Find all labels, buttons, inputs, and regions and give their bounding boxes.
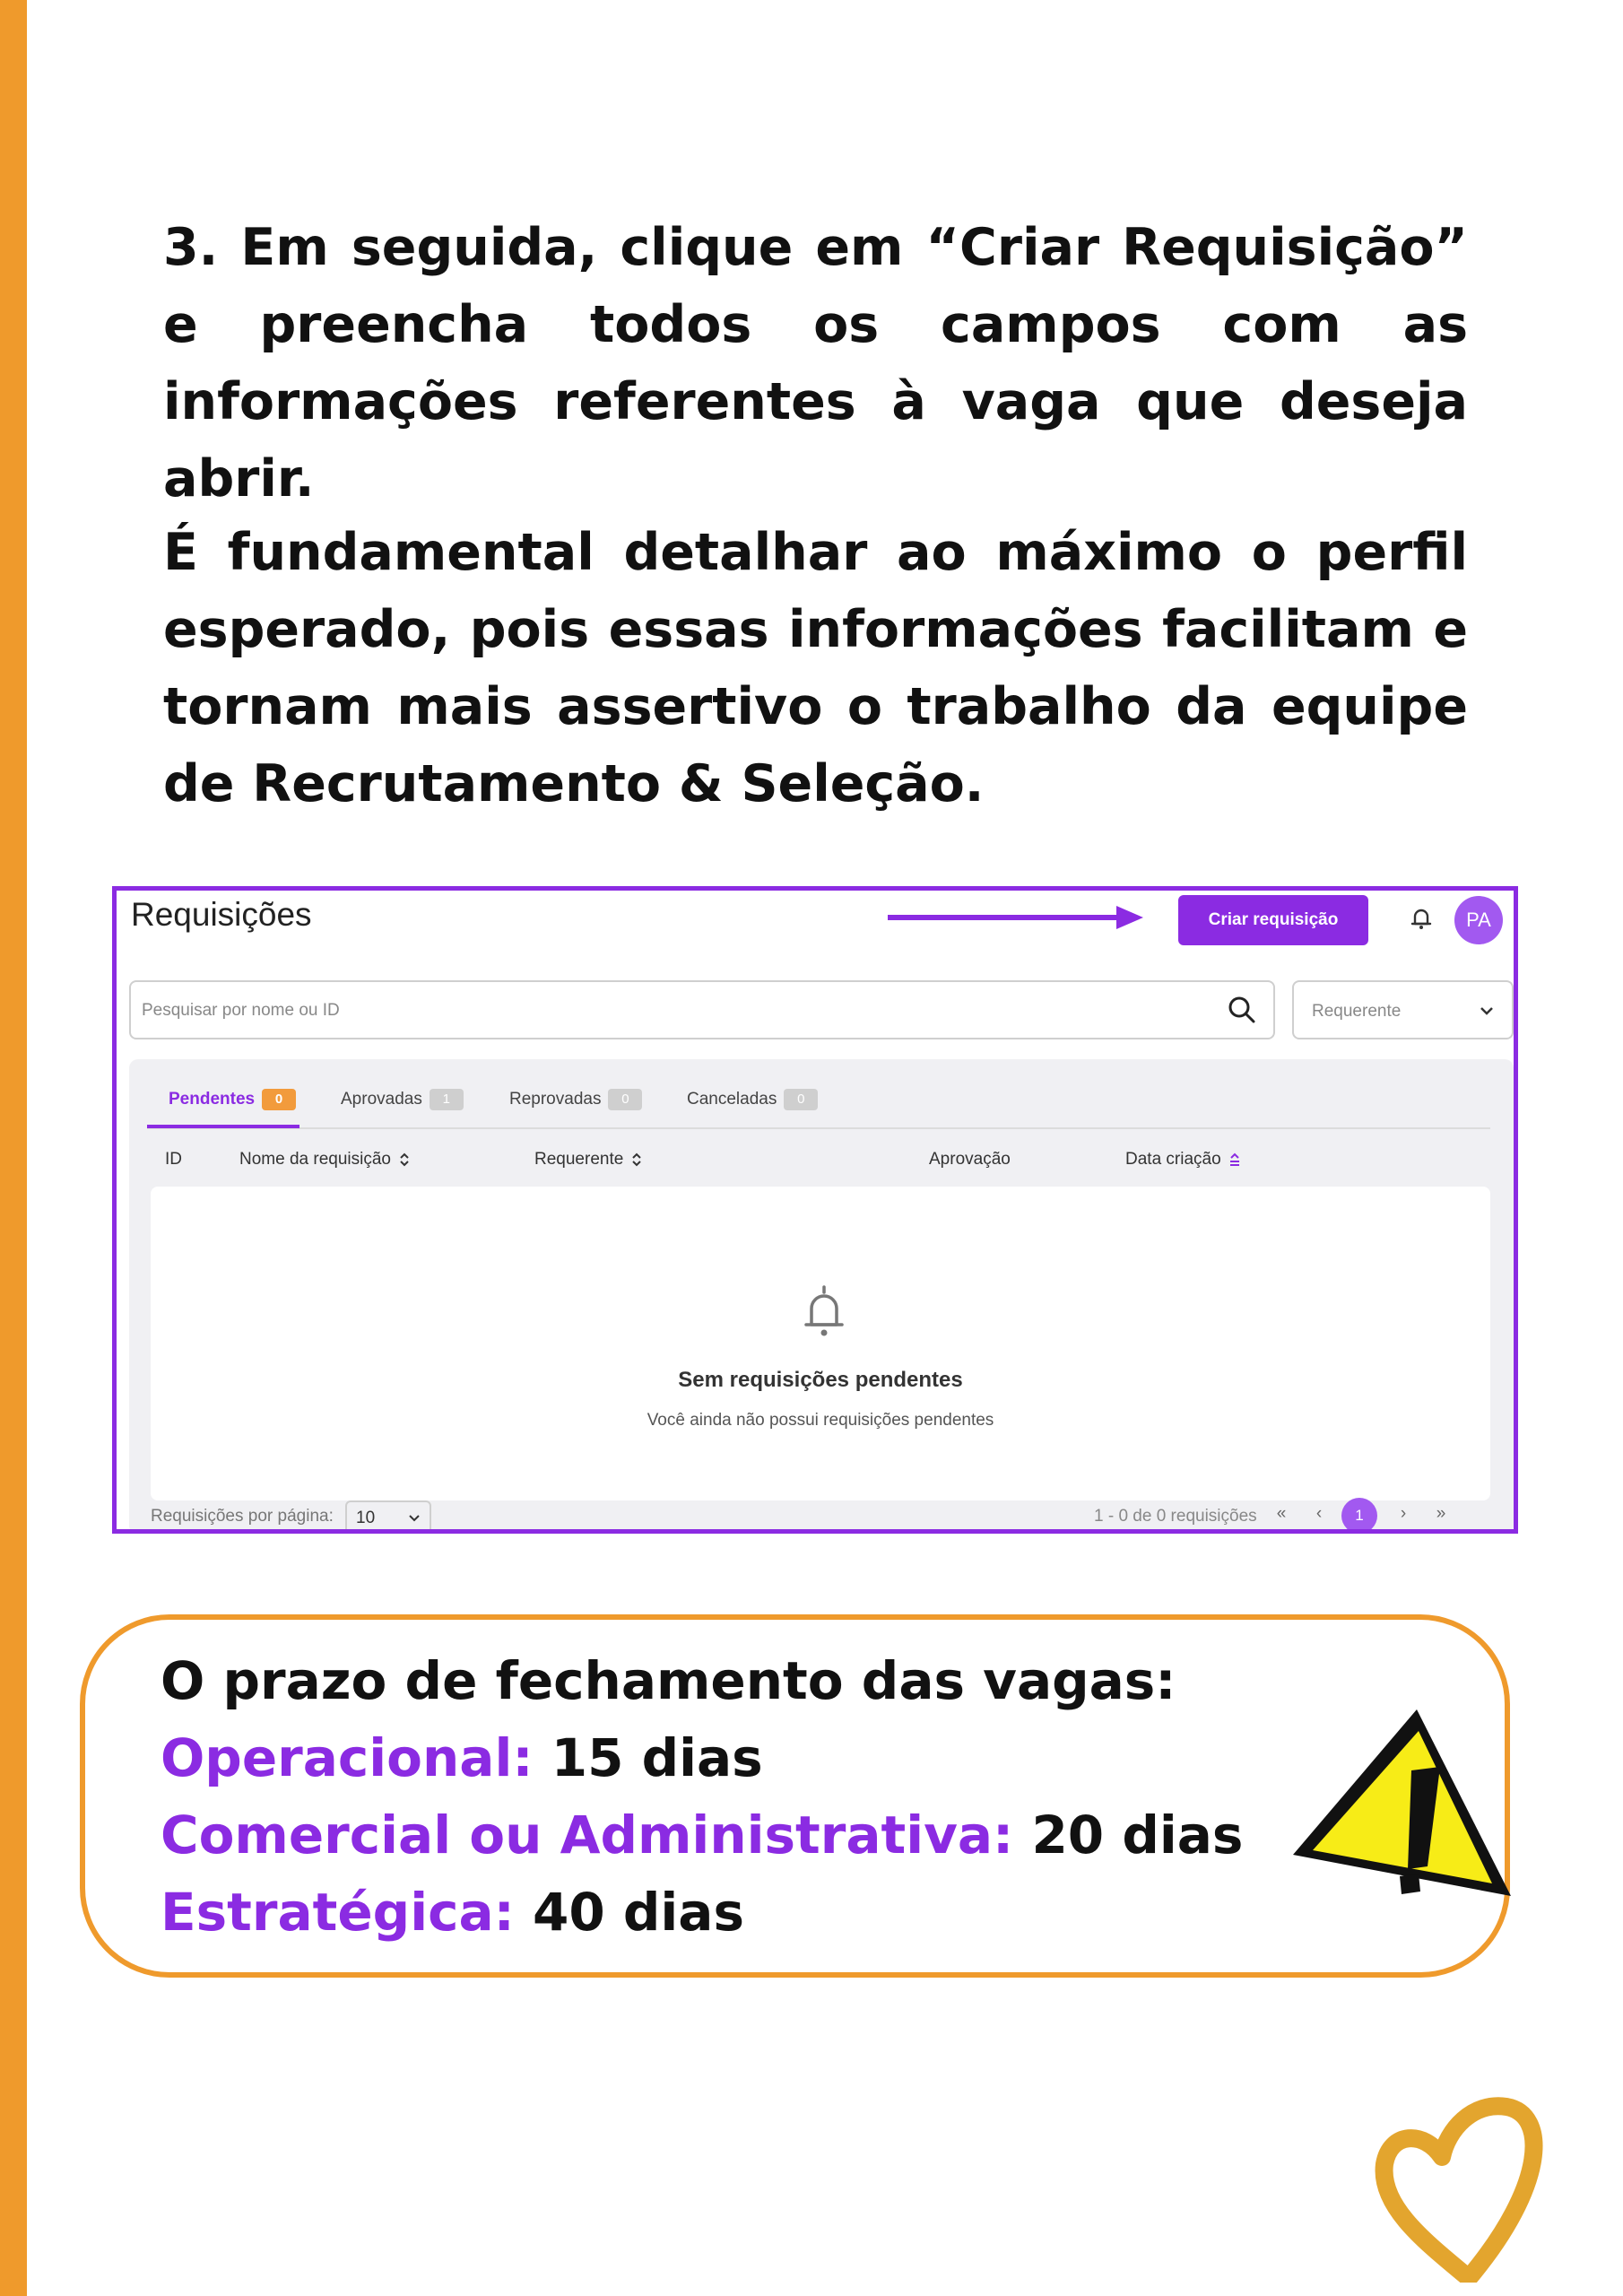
requester-select[interactable] [1292,980,1514,1039]
tab-count-badge: 1 [430,1089,464,1110]
deadline-value: 40 dias [533,1882,744,1943]
deadline-label: Comercial ou Administrativa: [161,1805,1014,1866]
tab-canceladas[interactable] [687,1086,818,1113]
tab-label: Pendentes [169,1090,256,1109]
page-title: Requisições [131,896,312,933]
pagination-range: 1 - 0 de 0 requisições [1094,1507,1257,1526]
tab-divider [147,1127,1490,1129]
warning-triangle-icon [1282,1700,1520,1925]
step-instruction-text: 3. Em seguida, clique em “Criar Requisição” e preencha todos os campos com as informações referentes à vaga que deseja abrir. [163,218,1468,509]
last-page-button[interactable]: » [1436,1504,1446,1523]
tab-label: Aprovadas [341,1090,422,1109]
create-requisition-button[interactable]: Criar requisição [1178,895,1368,945]
deadline-item-strategic [161,1880,744,1944]
deadline-item-commercial [161,1803,1243,1867]
column-requester[interactable] [534,1150,643,1170]
empty-state-subtitle: Você ainda não possui requisições pendentes [647,1411,994,1430]
column-label: ID [165,1150,182,1169]
next-page-button[interactable]: › [1400,1504,1407,1523]
deadline-heading: O prazo de fechamento das vagas: [161,1650,1176,1711]
tab-reprovadas[interactable] [509,1086,642,1113]
empty-state [151,1187,1490,1500]
column-name[interactable] [239,1150,411,1170]
column-approval [929,1150,1011,1170]
tab-aprovadas[interactable] [341,1086,464,1113]
requisitions-screenshot [112,886,1518,1534]
column-label: Requerente [534,1150,624,1169]
tab-pendentes[interactable] [169,1086,296,1113]
tab-count-badge: 0 [262,1089,296,1110]
deadline-item-operational [161,1726,763,1790]
sort-icon [630,1152,643,1168]
deadline-label: Operacional: [161,1727,534,1788]
tab-count-badge: 0 [608,1089,642,1110]
search-box [129,980,1275,1039]
arrow-right-icon [888,905,1143,930]
sort-icon [398,1152,411,1168]
search-input[interactable] [140,991,1175,1031]
current-page-button[interactable]: 1 [1341,1498,1377,1534]
requester-select-label: Requerente [1312,1002,1402,1021]
deadline-label: Estratégica: [161,1882,515,1943]
deadline-info-box [80,1614,1510,1978]
profile-detail-text: É fundamental detalhar ao máximo o perfil esperado, pois essas informações facilitam e tornam mais assertivo o trabalho da equipe de Recrutamento & Seleção. [163,523,1468,813]
requisitions-card [129,1059,1514,1534]
column-label: Data criação [1125,1150,1221,1169]
column-created-date[interactable] [1125,1150,1241,1170]
heart-logo-icon [1372,2094,1551,2283]
deadline-value: 15 dias [551,1727,763,1788]
column-label: Aprovação [929,1150,1011,1169]
orange-side-bar [0,0,27,2296]
empty-bell-icon [803,1283,846,1341]
tab-label: Reprovadas [509,1090,602,1109]
user-avatar[interactable]: PA [1454,896,1503,944]
per-page-select[interactable] [345,1500,431,1534]
first-page-button[interactable]: « [1276,1504,1287,1523]
active-tab-indicator [147,1125,299,1128]
per-page-value: 10 [356,1509,376,1527]
column-id[interactable] [165,1150,182,1170]
tab-label: Canceladas [687,1090,777,1109]
empty-state-title: Sem requisições pendentes [678,1368,963,1392]
chevron-down-icon [408,1514,421,1523]
search-icon[interactable] [1227,995,1257,1025]
prev-page-button[interactable]: ‹ [1315,1504,1323,1523]
per-page-label: Requisições por página: [151,1507,334,1526]
tab-count-badge: 0 [784,1089,818,1110]
deadline-value: 20 dias [1031,1805,1244,1866]
sort-desc-icon [1228,1152,1241,1168]
notification-bell-icon[interactable] [1408,905,1435,932]
chevron-down-icon [1480,1005,1494,1016]
column-label: Nome da requisição [239,1150,391,1169]
